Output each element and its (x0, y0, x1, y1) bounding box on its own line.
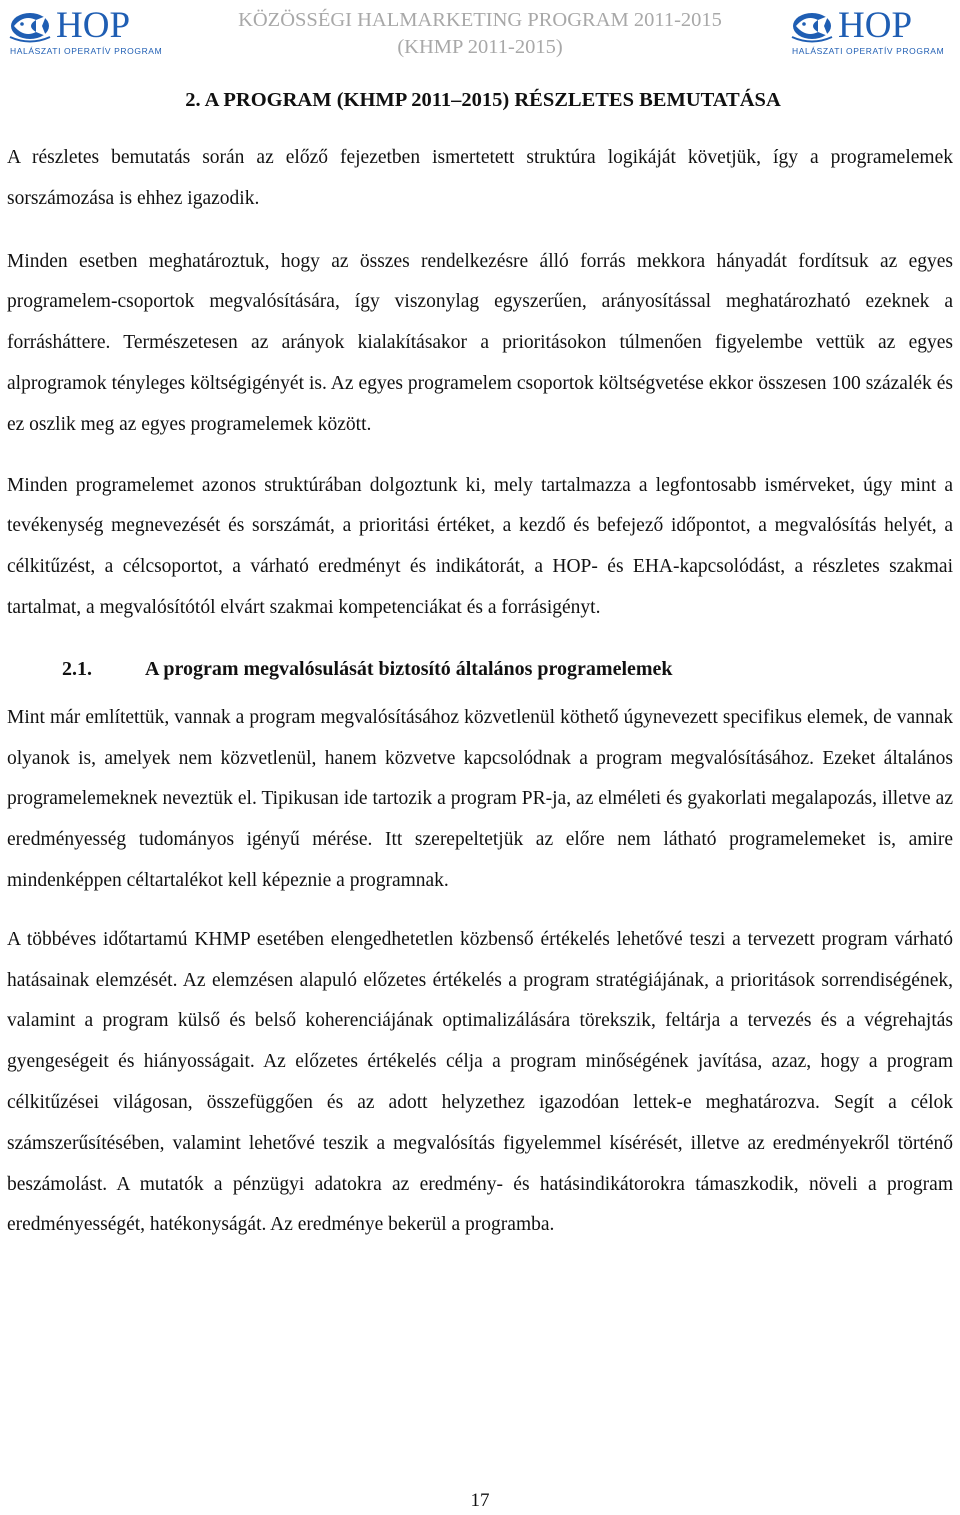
paragraph-1: A részletes bemutatás során az előző fejezetben ismertetett struktúra logikáját követjük, így a programelemek sorszámozása is ehhez igazodik. (7, 147, 953, 209)
subsection-heading (7, 655, 953, 683)
header-title-line1: KÖZÖSSÉGI HALMARKETING PROGRAM 2011-2015 (238, 9, 722, 31)
logo-subtitle: HALÁSZATI OPERATÍV PROGRAM (792, 46, 945, 56)
page-number: 17 (470, 1490, 490, 1511)
paragraph-5: A többéves időtartamú KHMP esetében elengedhetetlen közbenső értékelés lehetővé teszi a tervezett program várható hatásainak elemzését. Az elemzésen alapuló előzetes értékelés a program stratégiájának, a prioritások sorrendiségének, valamint a program külső és belső koherenciájának optimalizálására törekszik, feltárja a tervezés és a végrehajtás gyengeségeit és hiányosságait. Az előzetes értékelés célja a program minőségének javítása, azaz, hogy a program célkitűzései világosan, összefüggően és az adott helyzethez igazodóan lettek-e meghatározva. Segít a célok számszerűsítésében, valamint lehetővé teszik a megvalósítás figyelemmel kísérését, illetve az eredményekről történő beszámolást. A mutatók a pénzügyi adatokra az eredmény- és hatásindikátorokra támaszkodik, növeli a program eredményességét, hatékonyságát. Az eredménye bekerül a programba. (7, 928, 953, 1236)
page-header (0, 0, 960, 68)
hop-logo-right (788, 6, 956, 58)
paragraph-4: Mint már említettük, vannak a program megvalósításához közvetlenül köthető úgynevezett specifikus elemek, de vannak olyanok is, amelyek nem közvetlenül, hanem közvetve kapcsolódnak a program megvalósításához. Ezeket általános programelemeknek neveztük el. Tipikusan ide tartozik a program PR-ja, az elméleti és gyakorlati megalapozás, illetve az eredményesség tudományos igényű mérése. Itt szerepeltetjük az előre nem látható programelemeket is, amire mindenképpen céltartalékot kell képeznie a programnak. (7, 706, 953, 891)
logo-word: HOP (838, 5, 913, 46)
subsection-number: 2.1. (62, 657, 92, 680)
logo-subtitle: HALÁSZATI OPERATÍV PROGRAM (10, 46, 163, 56)
header-title-line2: (KHMP 2011-2015) (397, 36, 563, 58)
section-title: 2. A PROGRAM (KHMP 2011–2015) RÉSZLETES BEMUTATÁSA (185, 89, 781, 111)
header-title (180, 7, 780, 61)
logo-word: HOP (56, 5, 131, 46)
paragraph-2: Minden esetben meghatároztuk, hogy az összes rendelkezésre álló forrás mekkora hányadát fordítsuk az egyes programelem-csoportok megvalósítására, így viszonylag egyszerűen, arányosítással meghatározható ezeknek a forrásháttere. Természetesen az arányok kialakításakor a prioritásokon túlmenően figyelembe vettük az egyes alprogramok tényleges költségigényét is. Az egyes programelem csoportok költségvetése ekkor összesen 100 százalék és ez oszlik meg az egyes programelemek között. (7, 250, 953, 435)
hop-logo-left (6, 6, 174, 58)
subsection-title: A program megvalósulását biztosító általános programelemek (145, 657, 673, 680)
paragraph-3: Minden programelemet azonos struktúrában dolgoztunk ki, mely tartalmazza a legfontosabb ismérveket, úgy mint a tevékenység megnevezését és sorszámát, a prioritási értéket, a kezdő és befejező időpontot, a megvalósítás helyét, a célkitűzést, a célcsoportot, a várható eredményt és indikátorát, a HOP- és EHA-kapcsolódást, a részletes szakmai tartalmat, a megvalósítótól elvárt szakmai kompetenciákat és a forrásigényt. (7, 474, 953, 618)
document-body (7, 86, 953, 1246)
